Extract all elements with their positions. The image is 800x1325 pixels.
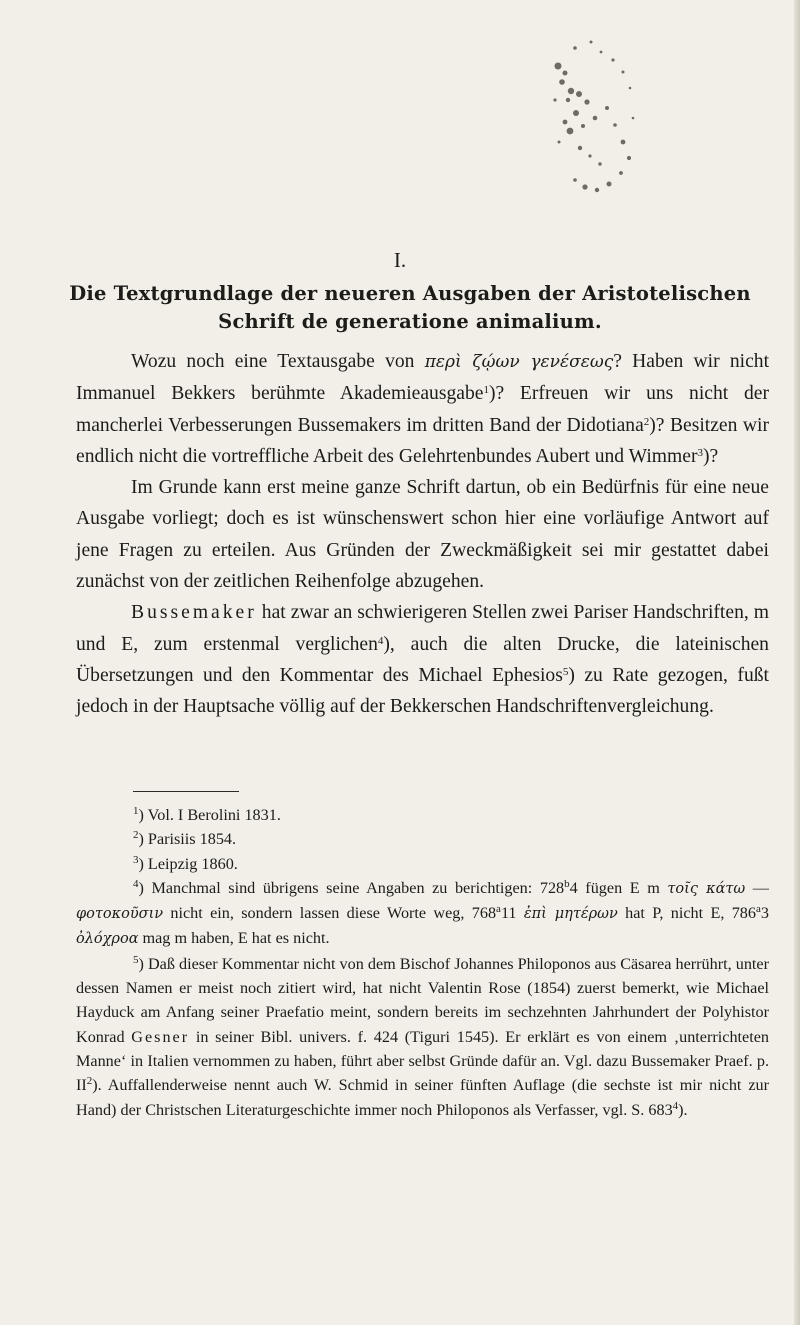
footnote-text: —: [745, 878, 769, 897]
footnote-3: [76, 852, 769, 876]
paragraph-text: Wozu noch eine Textausgabe von: [131, 351, 425, 372]
paragraph-text: )?: [703, 445, 719, 467]
paragraph-1: [76, 346, 769, 472]
paragraph-text: )? Erfreuen wir uns nicht der mancherlei Verbesserungen Bussemakers im dritten Band der Didotiana: [76, 383, 770, 436]
footnotes: [76, 803, 769, 1122]
paragraph-text: ? Haben wir nicht Immanuel Bekkers berühmte Akademieausgabe: [76, 351, 770, 405]
chapter-title-line-2: Schrift de generatione animalium.: [218, 310, 602, 333]
footnote-number: 3: [133, 853, 139, 866]
footnote-text: in seiner Bibl. univers. f. 424 (Tiguri 1545). Er erklärt es von einem ‚unterrichteten Manne‘ in Italien vernommen zu haben, führt aber selbst Gründe dafür an. Vgl. dazu Bussemaker Praef. p. II: [76, 1027, 770, 1095]
footnote-2: [76, 827, 769, 851]
footnote-text: ). Auffallenderweise nennt auch W. Schmid in seiner fünften Auflage (die sechste ist mir nicht zur Hand) der Christschen Literaturgeschichte immer noch Philoponos als Verfasser, vgl. S. 683: [76, 1076, 769, 1119]
footnote-marker: 3: [697, 446, 703, 459]
body-text: [76, 346, 769, 723]
paragraph-3: [76, 597, 769, 722]
footnote-number: 1: [133, 805, 139, 817]
page-edge-shadow: [794, 0, 800, 1325]
footnote-text: 4 fügen E m: [569, 878, 668, 897]
paragraph-text: )? Besitzen wir endlich nicht die vortreffliche Arbeit des Gelehrtenbundes Aubert und Wimmer: [76, 414, 769, 467]
footnote-text: ).: [678, 1100, 688, 1119]
footnote-separator: [133, 791, 239, 792]
footnote-text: 11: [500, 904, 524, 923]
paragraph-text: ), auch die alten Drucke, die lateinischen Übersetzungen und den Kommentar des Michael Ephesios: [76, 633, 769, 686]
footnote-5: [76, 952, 769, 1122]
folio-side: a: [756, 903, 761, 916]
footnote-marker: 4: [377, 634, 384, 647]
footnote-number: 4: [672, 1099, 679, 1112]
paragraph-text: hat zwar an schwierigeren Stellen zwei Pariser Handschriften, m und E, zum erstenmal verglichen: [76, 602, 769, 655]
greek-phrase: τοῖς κάτω: [667, 880, 746, 897]
greek-title: περὶ ζῴων γενέσεως: [424, 352, 614, 372]
section-number: I.: [393, 248, 407, 272]
paragraph-text: ) zu Rate gezogen, fußt jedoch in der Hauptsache völlig auf der Bekkerschen Handschriftenvergleichung.: [76, 664, 769, 718]
footnote-text: 3: [760, 904, 769, 923]
footnote-number: 4: [133, 877, 139, 890]
footnote-text: ) Parisiis 1854.: [138, 830, 237, 849]
chapter-title: [60, 280, 760, 336]
paragraph-2: Im Grunde kann erst meine ganze Schrift dartun, ob ein Bedürfnis für eine neue Ausgabe vorliegt; doch es ist wünschenswert schon hier eine vorläufige Antwort auf jene Fragen zu erteilen. Aus Gründen der Zweckmäßigkeit sei mir gestattet dabei zunächst von der zeitlichen Reihenfolge abzugehen.: [76, 477, 769, 593]
footnote-number: 2: [133, 829, 139, 842]
folio-side: a: [496, 903, 501, 916]
folio-side: b: [564, 877, 570, 890]
footnote-number: 5: [133, 953, 139, 966]
footnote-marker: 2: [643, 415, 650, 428]
footnote-text: ) Vol. I Berolini 1831.: [138, 806, 281, 824]
author-name-spaced: Bussemaker: [131, 602, 257, 624]
footnote-text: ) Daß dieser Kommentar nicht von dem Bischof Johannes Philoponos aus Cäsarea herrührt, unter dessen Namen er meist noch zitiert wird, hat nicht Valentin Rose (1854) zuerst bemerkt, wie Michael Hayduck am Anfang seiner Praefatio meint, sondern bereits im sechzehnten Jahrhundert der Polyhistor Konrad: [76, 954, 769, 1046]
footnote-marker: 1: [483, 384, 489, 397]
chapter-title-line-1: Die Textgrundlage der neueren Ausgaben der Aristotelischen: [69, 282, 751, 305]
footnote-text: mag m haben, E hat es nicht.: [138, 929, 330, 948]
author-name-spaced: Gesner: [131, 1027, 190, 1046]
footnote-text: hat P, nicht E, 786: [617, 904, 756, 923]
greek-phrase: φοτοκοῦσιν: [76, 906, 164, 923]
library-stamp: [535, 30, 645, 200]
footnote-marker: 5: [562, 665, 569, 678]
greek-phrase: ὀλόχροα: [76, 931, 139, 948]
footnote-4: [76, 876, 769, 952]
footnote-text: ) Leipzig 1860.: [138, 854, 238, 873]
footnote-1: [76, 803, 769, 827]
footnote-text: ) Manchmal sind übrigens seine Angaben zu berichtigen: 728: [138, 878, 565, 897]
greek-phrase: ἐπὶ μητέρων: [523, 906, 618, 923]
footnote-number: 2: [86, 1075, 93, 1088]
footnote-text: nicht ein, sondern lassen diese Worte weg, 768: [163, 904, 497, 923]
